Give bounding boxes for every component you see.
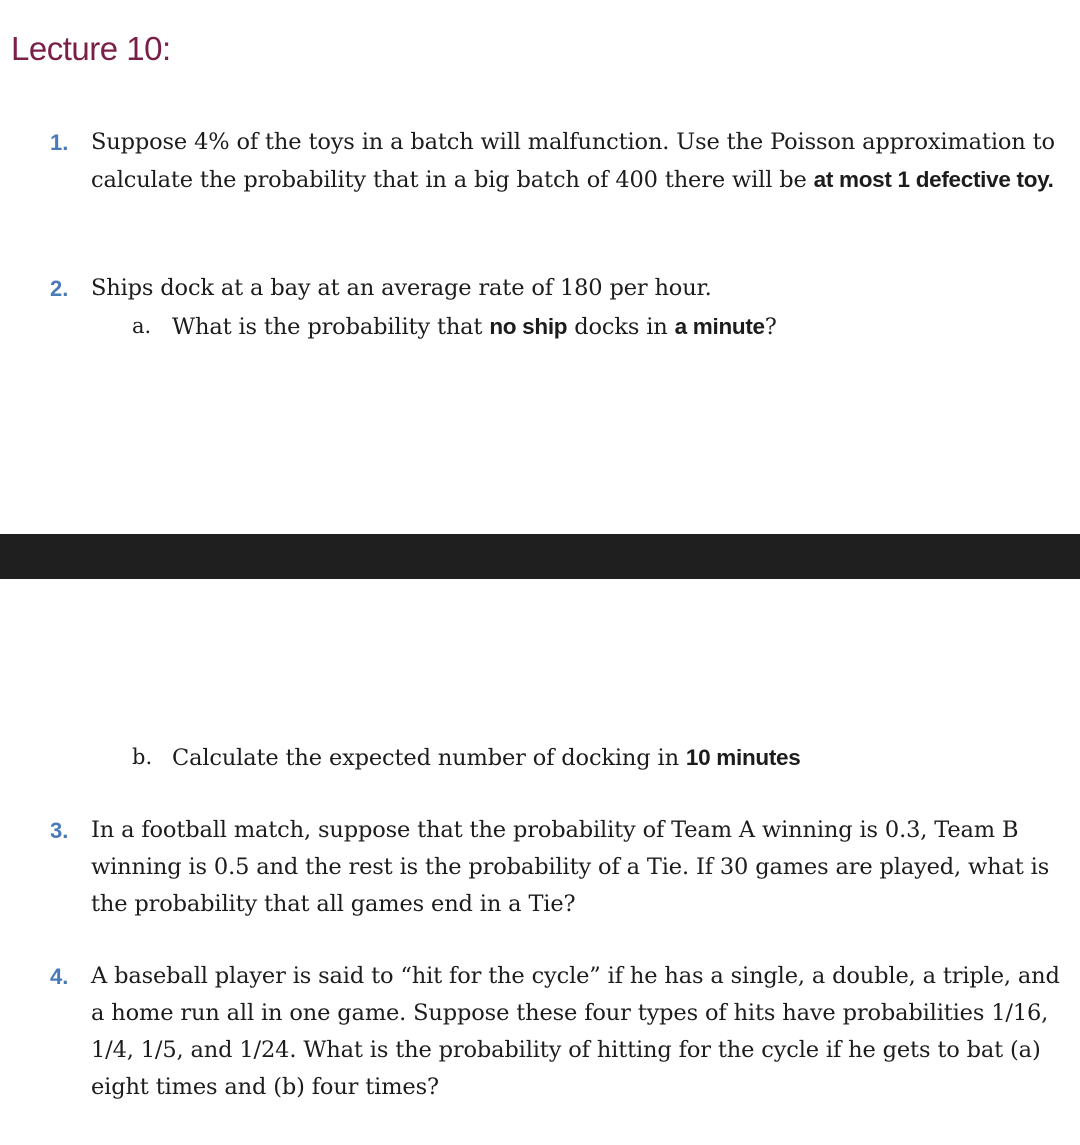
- question-2a-text-part-1: What is the probability that: [172, 314, 490, 340]
- question-1-text-part: Suppose 4% of the toys in a batch will malfunction. Use the Poisson approximation to calculate the probability that in a big batch of 400 there will be: [91, 129, 1055, 193]
- page-title: Lecture 10:: [11, 30, 171, 67]
- question-1-bold-phrase: at most 1 defective toy.: [813, 167, 1054, 192]
- question-2a-bold-2: a minute: [674, 314, 765, 339]
- question-2a-letter: a.: [132, 314, 152, 338]
- question-2a-text: [172, 308, 1062, 346]
- question-3-number: 3.: [50, 818, 69, 843]
- question-2a-text-part-3: ?: [764, 314, 777, 340]
- question-4-text: A baseball player is said to “hit for the cycle” if he has a single, a double, a triple, and a home run all in one game. Suppose these four types of hits have probabilities 1/16, 1/4, 1/5, and 1/24. What is the probability of hitting for the cycle if he gets to bat (a) eight times and (b) four times?: [91, 963, 1060, 1100]
- question-2a-bold-1: no ship: [489, 314, 568, 339]
- question-2b-text: [172, 739, 1062, 777]
- question-2-text: Ships dock at a bay at an average rate of 180 per hour.: [91, 275, 712, 301]
- question-1-number: 1.: [50, 130, 69, 155]
- question-2b-letter: b.: [132, 745, 153, 769]
- question-2b-text-part: Calculate the expected number of docking in: [172, 745, 686, 771]
- question-1-text: [91, 124, 1066, 199]
- question-2-number: 2.: [50, 276, 69, 301]
- question-4-number: 4.: [50, 964, 69, 989]
- question-3-text: In a football match, suppose that the probability of Team A winning is 0.3, Team B winning is 0.5 and the rest is the probability of a Tie. If 30 games are played, what is the probability that all games end in a Tie?: [91, 817, 1050, 917]
- question-2b-bold: 10 minutes: [685, 745, 801, 770]
- redaction-bar: [0, 534, 1080, 579]
- question-2a-text-part-2: docks in: [567, 314, 675, 340]
